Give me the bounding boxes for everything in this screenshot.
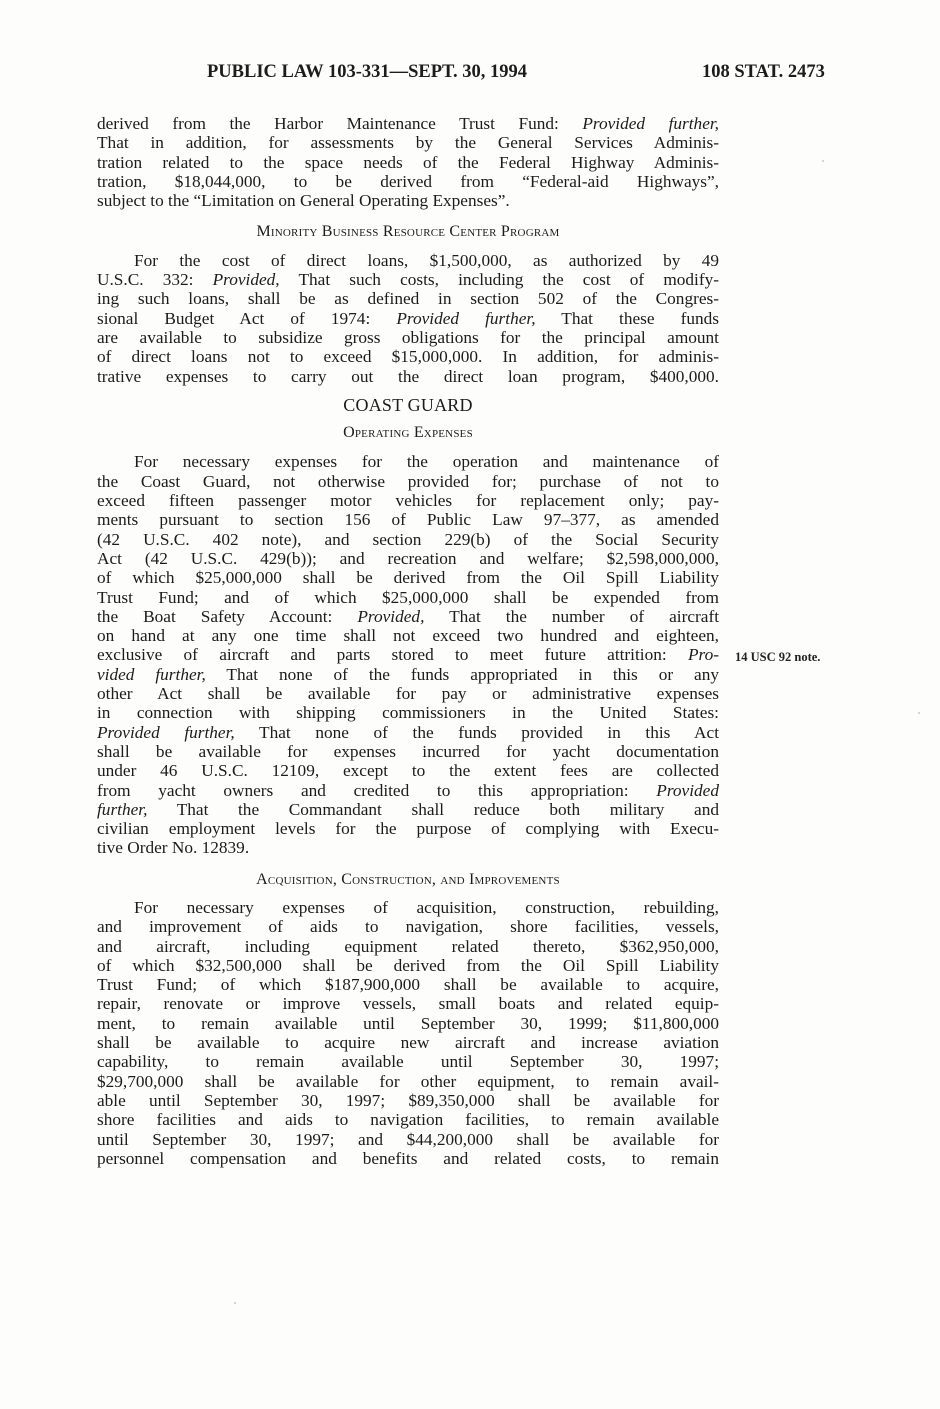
text-line: the Coast Guard, not otherwise provided for; purchase of not to xyxy=(97,471,719,491)
text-line: of which $25,000,000 shall be derived from the Oil Spill Liability xyxy=(97,568,719,588)
text-line: civilian employment levels for the purpose of complying with Execu- xyxy=(97,819,719,839)
text-line: and improvement of aids to navigation, shore facilities, vessels, xyxy=(97,917,719,937)
section-heading-acquisition: Acquisition, Construction, and Improvements xyxy=(256,870,560,888)
text-line: (42 U.S.C. 402 note), and section 229(b) of the Social Security xyxy=(97,529,719,549)
text-line: tive Order No. 12839. xyxy=(97,838,250,858)
text-line: For necessary expenses for the operation and maintenance of xyxy=(134,452,719,472)
paragraph-operating-expenses xyxy=(97,452,719,857)
text-line: exclusive of aircraft and parts stored to meet future attrition: Pro- xyxy=(97,645,719,665)
text-line: ment, to remain available until September 30, 1999; $11,800,000 xyxy=(97,1013,719,1033)
body-text xyxy=(97,114,719,1168)
text-line: Provided further, That none of the funds provided in this Act xyxy=(97,722,719,742)
text-line: vided further, That none of the funds appropriated in this or any xyxy=(97,664,719,684)
text-line: are available to subsidize gross obligations for the principal amount xyxy=(97,327,719,347)
text-line: until September 30, 1997; and $44,200,000 shall be available for xyxy=(97,1129,719,1149)
text-line: exceed fifteen passenger motor vehicles for replacement only; pay- xyxy=(97,491,719,511)
text-line: subject to the “Limitation on General Operating Expenses”. xyxy=(97,191,510,211)
text-line: Trust Fund; of which $187,900,000 shall be available to acquire, xyxy=(97,975,719,995)
text-line: Act (42 U.S.C. 429(b)); and recreation and welfare; $2,598,000,000, xyxy=(97,548,719,568)
paragraph-acquisition xyxy=(97,898,719,1168)
text-line: sional Budget Act of 1974: Provided further, That these funds xyxy=(97,308,719,328)
text-line: personnel compensation and benefits and related costs, to remain xyxy=(97,1148,719,1168)
text-line: Trust Fund; and of which $25,000,000 shall be expended from xyxy=(97,587,719,607)
margin-note: 14 USC 92 note. xyxy=(735,650,821,664)
running-head: PUBLIC LAW 103-331—SEPT. 30, 1994 xyxy=(207,62,528,82)
text-line: trative expenses to carry out the direct loan program, $400,000. xyxy=(97,366,719,386)
text-line: of direct loans not to exceed $15,000,000. In addition, for adminis- xyxy=(97,347,719,367)
text-line: other Act shall be available for pay or administrative expenses xyxy=(97,684,719,704)
agency-heading-coast-guard: COAST GUARD xyxy=(343,394,473,415)
text-line: U.S.C. 332: Provided, That such costs, including the cost of modify- xyxy=(97,270,719,290)
text-line: For the cost of direct loans, $1,500,000, as authorized by 49 xyxy=(134,250,719,270)
text-line: shall be available to acquire new aircraft and increase aviation xyxy=(97,1033,719,1053)
text-line: shore facilities and aids to navigation facilities, to remain available xyxy=(97,1110,719,1130)
text-line: the Boat Safety Account: Provided, That the number of aircraft xyxy=(97,606,719,626)
section-heading-minority-business: Minority Business Resource Center Program xyxy=(256,223,560,241)
statute-page-reference: 108 STAT. 2473 xyxy=(702,62,825,82)
text-line: $29,700,000 shall be available for other equipment, to remain avail- xyxy=(97,1071,719,1091)
scan-speck xyxy=(234,1302,236,1304)
text-line: of which $32,500,000 shall be derived from the Oil Spill Liability xyxy=(97,955,719,975)
text-line: under 46 U.S.C. 12109, except to the extent fees are collected xyxy=(97,761,719,781)
scan-speck xyxy=(822,160,824,162)
text-line: and aircraft, including equipment related thereto, $362,950,000, xyxy=(97,936,719,956)
paragraph-minority-business xyxy=(97,251,719,386)
text-line: For necessary expenses of acquisition, construction, rebuilding, xyxy=(134,897,719,917)
text-line: further, That the Commandant shall reduce both military and xyxy=(97,799,719,819)
text-line: in connection with shipping commissioners in the United States: xyxy=(97,703,719,723)
text-line: tration, $18,044,000, to be derived from “Federal-aid Highways”, xyxy=(97,171,719,191)
text-line: derived from the Harbor Maintenance Trust Fund: Provided further, xyxy=(97,114,719,133)
text-line: shall be available for expenses incurred for yacht documentation xyxy=(97,741,719,761)
section-heading-operating-expenses: Operating Expenses xyxy=(343,424,473,442)
text-line: capability, to remain available until September 30, 1997; xyxy=(97,1052,719,1072)
page-header xyxy=(0,62,940,90)
text-line: repair, renovate or improve vessels, small boats and related equip- xyxy=(97,994,719,1014)
paragraph-harbor-continuation xyxy=(97,114,719,210)
text-line: That in addition, for assessments by the General Services Adminis- xyxy=(97,133,719,153)
text-line: from yacht owners and credited to this appropriation: Provided xyxy=(97,780,719,800)
text-line: ing such loans, shall be as defined in section 502 of the Congres- xyxy=(97,289,719,309)
text-line: able until September 30, 1997; $89,350,000 shall be available for xyxy=(97,1090,719,1110)
text-line: ments pursuant to section 156 of Public Law 97–377, as amended xyxy=(97,510,719,530)
text-line: tration related to the space needs of the Federal Highway Adminis- xyxy=(97,152,719,172)
scan-speck xyxy=(918,712,920,714)
text-line: on hand at any one time shall not exceed two hundred and eighteen, xyxy=(97,626,719,646)
